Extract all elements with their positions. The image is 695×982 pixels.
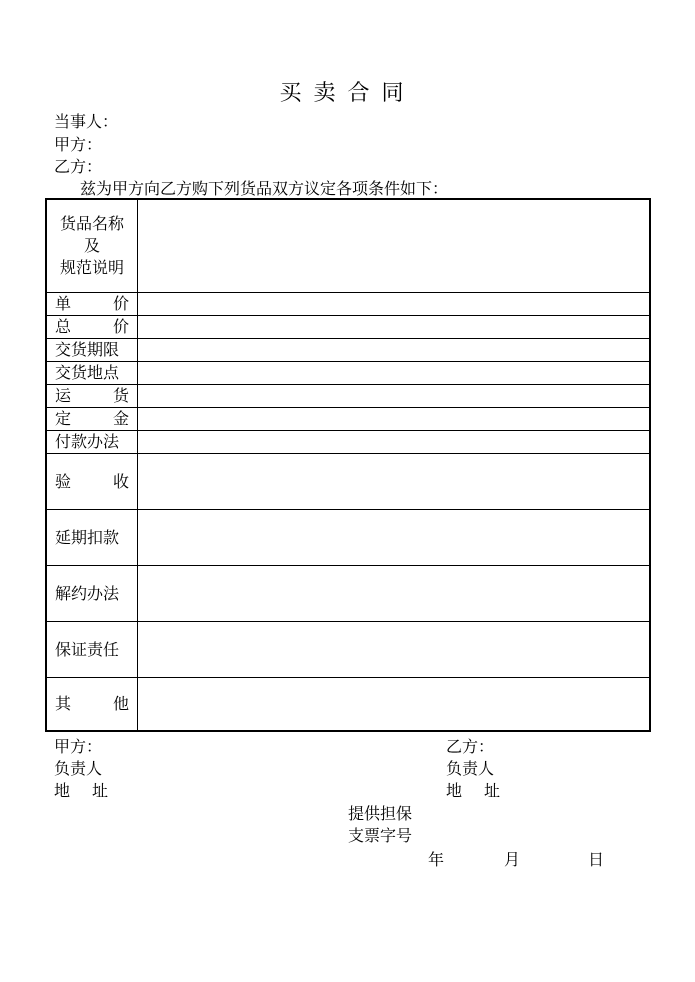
label-delivery-place: 交货地点 bbox=[55, 363, 120, 382]
label-goods-name-2: 及 bbox=[83, 236, 100, 255]
label-shipping-1: 运 bbox=[55, 386, 72, 405]
label-shipping-2: 货 bbox=[112, 386, 129, 405]
footer-party-b-rep: 负责人 bbox=[446, 759, 495, 778]
row-delay-deduction bbox=[47, 510, 649, 566]
label-payment: 付款办法 bbox=[55, 432, 120, 451]
label-deposit-2: 金 bbox=[112, 409, 129, 428]
label-goods-name-3: 规范说明 bbox=[59, 258, 124, 277]
row-delivery-term bbox=[47, 339, 649, 362]
footer-party-b-addr bbox=[446, 778, 500, 801]
label-guarantee: 保证责任 bbox=[55, 639, 120, 659]
row-payment bbox=[47, 431, 649, 454]
contract-title: 买卖合同 bbox=[279, 81, 416, 106]
footer-party-a-addr-2: 址 bbox=[91, 781, 108, 800]
label-other-1: 其 bbox=[55, 694, 72, 713]
date-year: 年 bbox=[428, 850, 445, 869]
row-termination bbox=[47, 566, 649, 622]
label-goods-name-1: 货品名称 bbox=[59, 214, 124, 233]
party-a-label: 甲方： bbox=[54, 135, 103, 154]
label-delivery-term: 交货期限 bbox=[55, 340, 120, 359]
footer-party-b-addr-2: 址 bbox=[483, 781, 500, 800]
footer-guarantee-line1: 提供担保 bbox=[348, 804, 413, 823]
label-termination: 解约办法 bbox=[55, 583, 120, 603]
contract-table bbox=[45, 198, 651, 732]
row-shipping bbox=[47, 385, 649, 408]
parties-label: 当事人： bbox=[54, 112, 119, 131]
row-unit-price bbox=[47, 293, 649, 316]
label-acceptance-2: 收 bbox=[112, 471, 129, 491]
row-delivery-place bbox=[47, 362, 649, 385]
footer-party-a-rep: 负责人 bbox=[54, 759, 103, 778]
footer-party-b-addr-1: 地 bbox=[446, 781, 463, 800]
intro-text: 兹为甲方向乙方购下列货品双方议定各项条件如下： bbox=[80, 179, 449, 198]
footer-party-b: 乙方： bbox=[446, 737, 495, 756]
footer-party-a-addr bbox=[54, 778, 108, 801]
date-month: 月 bbox=[504, 850, 521, 869]
label-delay-deduction: 延期扣款 bbox=[55, 527, 120, 547]
label-unit-price-2: 价 bbox=[112, 294, 129, 313]
label-acceptance-1: 验 bbox=[55, 471, 72, 491]
footer-party-a: 甲方： bbox=[54, 737, 103, 756]
label-unit-price-1: 单 bbox=[55, 294, 72, 313]
footer-guarantee-line2: 支票字号 bbox=[348, 826, 413, 845]
row-total-price bbox=[47, 316, 649, 339]
row-deposit bbox=[47, 408, 649, 431]
row-acceptance bbox=[47, 454, 649, 510]
row-goods-name bbox=[47, 200, 649, 293]
label-total-price-2: 价 bbox=[112, 317, 129, 336]
label-other-2: 他 bbox=[112, 694, 129, 713]
row-guarantee bbox=[47, 622, 649, 678]
label-total-price-1: 总 bbox=[55, 317, 72, 336]
row-other bbox=[47, 678, 649, 730]
label-deposit-1: 定 bbox=[55, 409, 72, 428]
party-b-label: 乙方： bbox=[54, 157, 103, 176]
footer-party-a-addr-1: 地 bbox=[54, 781, 71, 800]
date-day: 日 bbox=[588, 850, 605, 869]
